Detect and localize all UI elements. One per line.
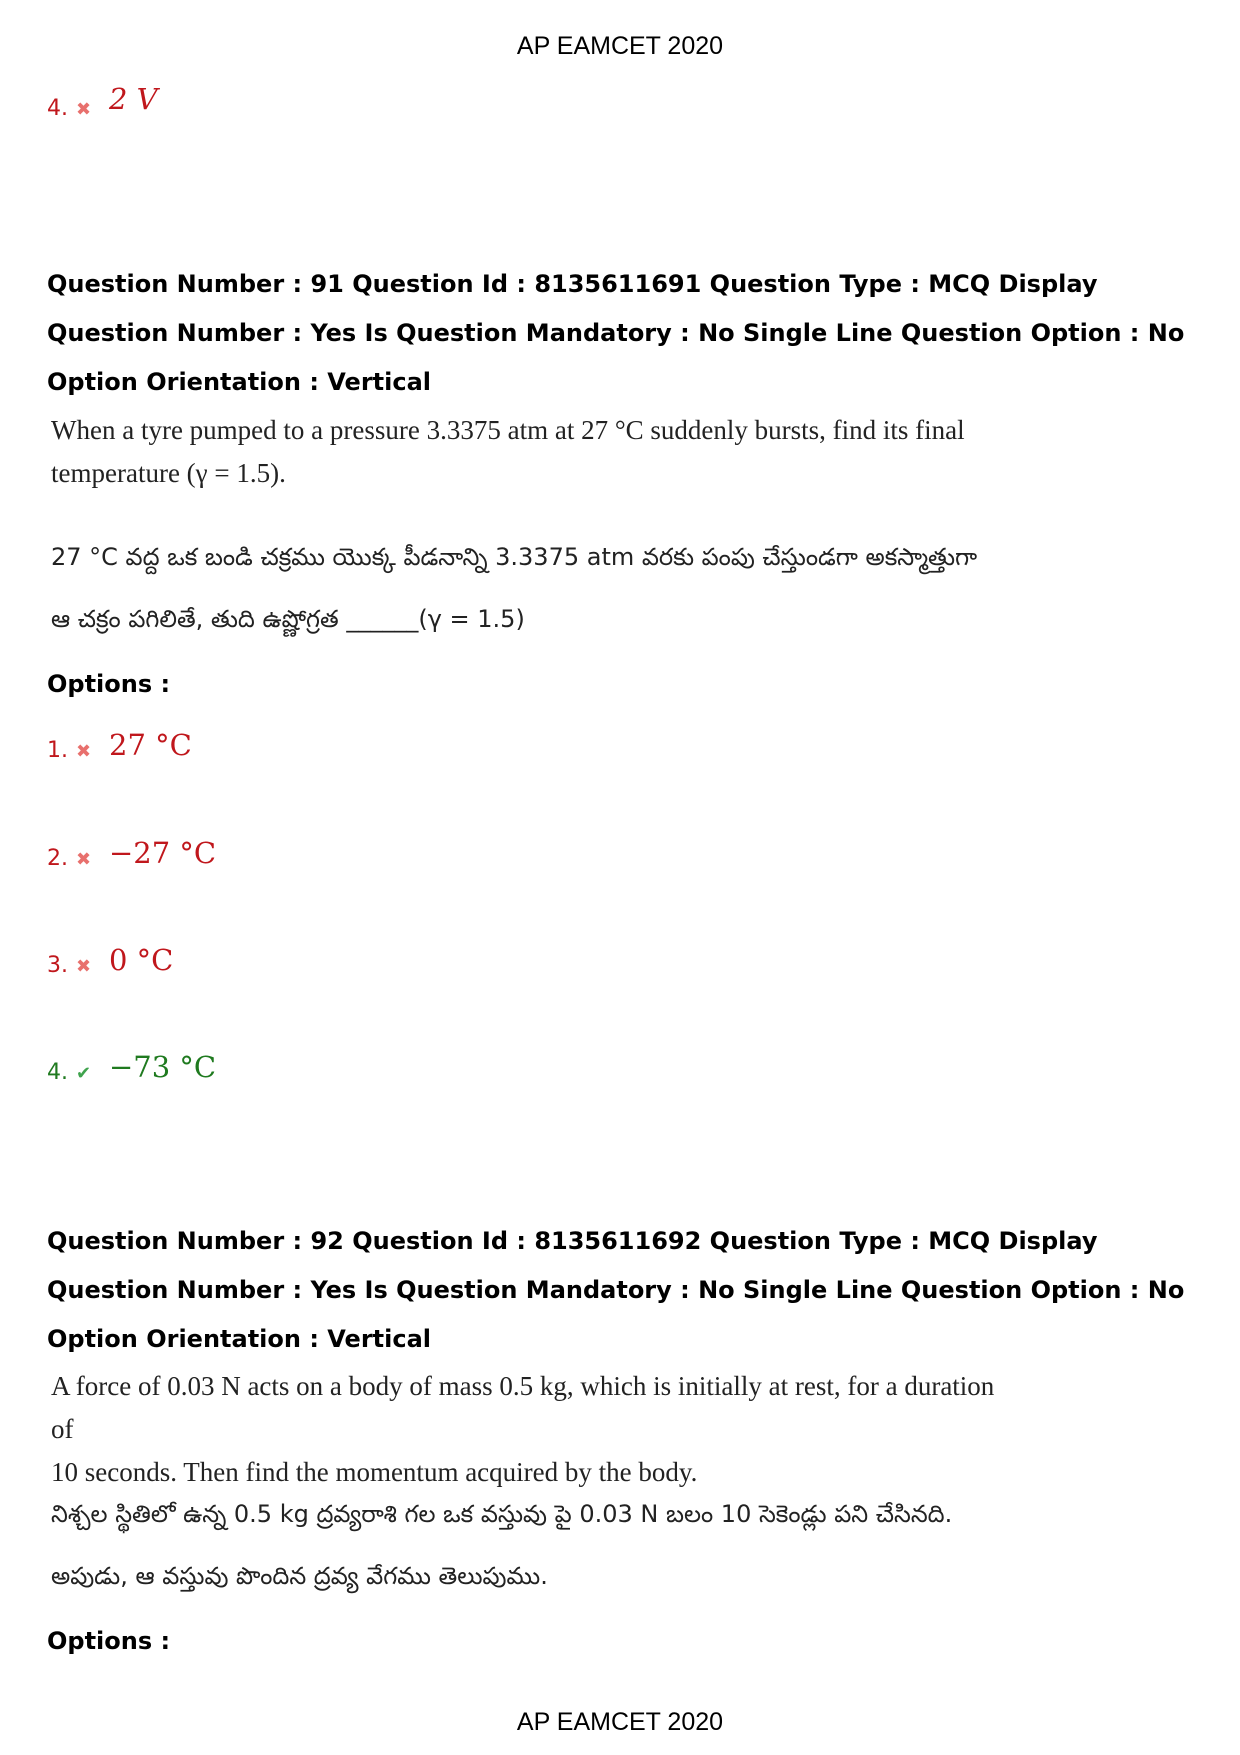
cross-icon: ✖ — [76, 741, 92, 762]
option-value: −27 °C — [109, 836, 217, 870]
q91-stem-en-line1: When a tyre pumped to a pressure 3.3375 atm at 27 °C suddenly bursts, find its final — [51, 415, 965, 445]
option-number: 2. — [47, 846, 68, 871]
q91-meta: Question Number : 91 Question Id : 8135611691 Question Type : MCQ Display Question Number : Yes Is Question Mandatory : No Single Line Question Option : No Option Orientation : Vertical — [47, 270, 1185, 396]
option-number: 4. — [47, 1060, 68, 1085]
q91-stem-en-line2: temperature (γ = 1.5). — [51, 458, 286, 488]
cross-icon: ✖ — [76, 99, 92, 120]
option-number: 3. — [47, 953, 68, 978]
q91-stem-telugu — [51, 526, 1051, 650]
option-number: 1. — [47, 738, 68, 763]
q92-options-label: Options : — [47, 1627, 171, 1655]
q91-stem-english — [51, 409, 1011, 495]
q92-stem-english — [51, 1365, 1011, 1494]
q92-meta: Question Number : 92 Question Id : 8135611692 Question Type : MCQ Display Question Number : Yes Is Question Mandatory : No Single Line Question Option : No Option Orientation : Vertical — [47, 1227, 1185, 1353]
option-value: 0 °C — [109, 943, 174, 977]
page-footer: AP EAMCET 2020 — [516, 1708, 724, 1736]
check-icon: ✔ — [76, 1063, 92, 1084]
option-value: 27 °C — [109, 728, 192, 762]
q92-stem-en-line1: A force of 0.03 N acts on a body of mass 0.5 kg, which is initially at rest, for a duration of — [51, 1371, 995, 1444]
q92-stem-te-line2: అపుడు, ఆ వస్తువు పొందిన ద్రవ్య వేగము తెలుపుము. — [51, 1562, 548, 1590]
q91-options-label: Options : — [47, 670, 171, 698]
option-value: 2 V — [109, 82, 158, 116]
q91-stem-te-line2: ఆ చక్రం పగిలితే, తుది ఉష్ణోగ్రత ______(γ = 1.5) — [51, 605, 525, 633]
option-value: −73 °C — [109, 1050, 217, 1084]
q92-stem-en-line2: 10 seconds. Then find the momentum acquired by the body. — [51, 1457, 698, 1487]
q92-stem-te-line1: నిశ్చల స్థితిలో ఉన్న 0.5 kg ద్రవ్యరాశి గల ఒక వస్తువు పై 0.03 N బలం 10 సెకెండ్లు పని చేసినది. — [51, 1500, 953, 1528]
cross-icon: ✖ — [76, 956, 92, 977]
cross-icon: ✖ — [76, 849, 92, 870]
q92-stem-telugu — [51, 1483, 1051, 1607]
q91-stem-te-line1: 27 °C వద్ద ఒక బండి చక్రము యొక్క పీడనాన్ని 3.3375 atm వరకు పంపు చేస్తుండగా అకస్మాత్తుగా — [51, 543, 978, 571]
page-header: AP EAMCET 2020 — [516, 32, 724, 60]
option-number: 4. — [47, 96, 68, 121]
